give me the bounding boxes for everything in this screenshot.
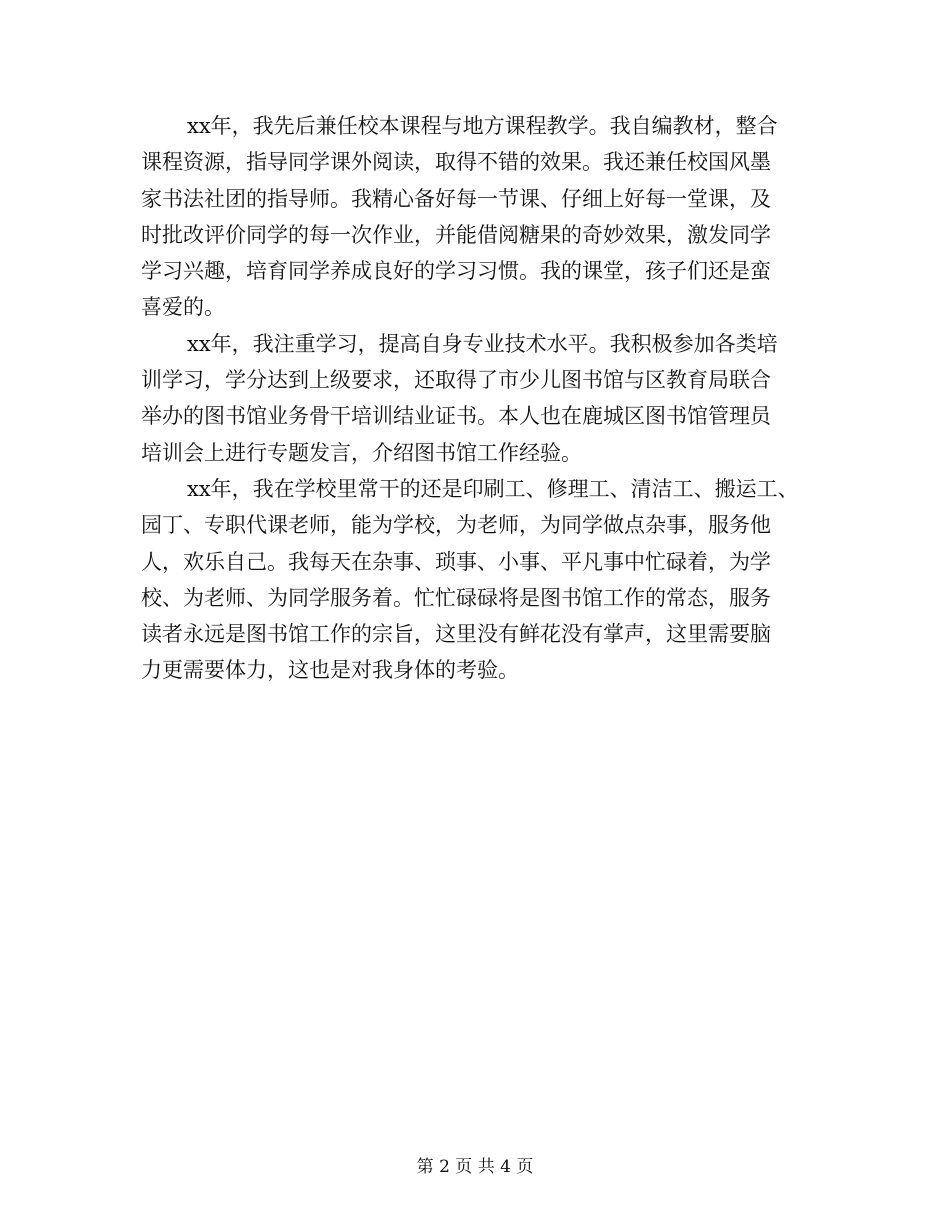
paragraph-3-line-2: 园丁、专职代课老师，能为学校，为老师，为同学做点杂事，服务他 bbox=[141, 513, 771, 538]
paragraph-1-line-1: xx年，我先后兼任校本课程与地方课程教学。我自编教材，整合 bbox=[187, 114, 778, 138]
paragraph-3-line-6: 力更需要体力，这也是对我身体的考验。 bbox=[141, 658, 519, 683]
paragraph-1-line-3: 家书法社团的指导师。我精心备好每一节课、仔细上好每一堂课，及 bbox=[141, 186, 771, 211]
paragraph-1-line-5: 学习兴趣，培育同学养成良好的学习习惯。我的课堂，孩子们还是蛮 bbox=[141, 259, 771, 284]
paragraph-3-line-5: 读者永远是图书馆工作的宗旨，这里没有鲜花没有掌声，这里需要脑 bbox=[141, 622, 771, 647]
paragraph-3-line-1: xx年，我在学校里常干的还是印刷工、修理工、清洁工、搬运工、 bbox=[187, 476, 799, 501]
paragraph-3-line-4: 校、为老师、为同学服务着。忙忙碌碌将是图书馆工作的常态，服务 bbox=[141, 585, 771, 610]
paragraph-2-line-2: 训学习，学分达到上级要求，还取得了市少儿图书馆与区教育局联合 bbox=[141, 368, 771, 393]
paragraph-2-line-3: 举办的图书馆业务骨干培训结业证书。本人也在鹿城区图书馆管理员 bbox=[141, 404, 771, 429]
paragraph-3-line-3: 人，欢乐自己。我每天在杂事、琐事、小事、平凡事中忙碌着，为学 bbox=[141, 549, 771, 574]
paragraph-2-line-4: 培训会上进行专题发言，介绍图书馆工作经验。 bbox=[141, 440, 582, 465]
paragraph-2-line-1: xx年，我注重学习，提高自身专业技术水平。我积极参加各类培 bbox=[187, 331, 778, 356]
paragraph-1-line-2: 课程资源，指导同学课外阅读，取得不错的效果。我还兼任校国风墨 bbox=[141, 150, 771, 175]
page-number-footer: 第 2 页 共 4 页 bbox=[416, 1157, 534, 1177]
paragraph-1-line-4: 时批改评价同学的每一次作业，并能借阅糖果的奇妙效果，激发同学 bbox=[141, 222, 771, 247]
document-body bbox=[141, 108, 821, 689]
paragraph-1-line-6: 喜爱的。 bbox=[141, 295, 225, 320]
